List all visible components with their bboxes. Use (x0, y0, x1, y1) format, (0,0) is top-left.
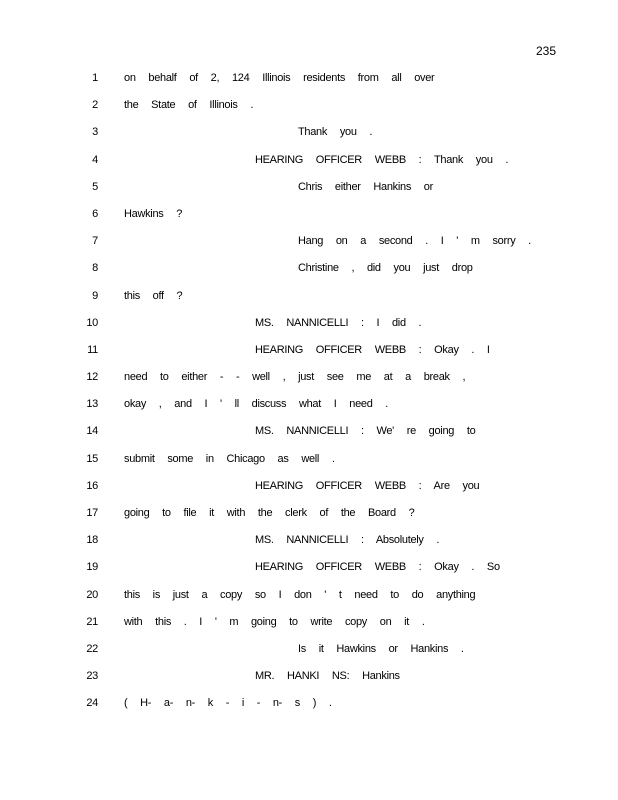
line-number: 23 (86, 670, 98, 683)
line-number: 1 (92, 72, 98, 84)
transcript-line (0, 260, 618, 287)
line-text: Chris either Hankins or (298, 180, 433, 193)
line-number: 2 (92, 99, 98, 112)
line-text: MS. NANNICELLI : Absolutely . (255, 534, 440, 547)
transcript-line (0, 179, 618, 206)
line-number: 4 (92, 153, 98, 166)
line-text: going to file it with the clerk of the Board ? (124, 507, 415, 519)
transcript-line (0, 695, 618, 722)
line-text: HEARING OFFICER WEBB : Okay . So (255, 561, 500, 574)
line-number: 24 (86, 697, 98, 710)
line-number: 5 (92, 180, 98, 193)
line-number: 19 (86, 561, 98, 574)
line-text: HEARING OFFICER WEBB : Are you (255, 479, 480, 492)
line-number: 14 (86, 425, 98, 438)
line-text: Is it Hawkins or Hankins . (298, 642, 464, 655)
line-number: 15 (86, 452, 98, 465)
line-text: this is just a copy so I don ' t need to do anything (124, 588, 476, 601)
transcript-line (0, 342, 618, 369)
transcript-line (0, 668, 618, 695)
transcript-line (0, 478, 618, 505)
line-text: ( H- a- n- k - i - n- s ) . (124, 697, 332, 710)
line-number: 17 (86, 507, 98, 519)
transcript-line (0, 97, 618, 124)
line-number: 21 (86, 615, 98, 628)
transcript-line (0, 152, 618, 179)
transcript-line (0, 641, 618, 668)
line-number: 12 (86, 371, 98, 384)
transcript-line (0, 587, 618, 614)
line-number: 16 (86, 479, 98, 492)
transcript-line (0, 396, 618, 423)
transcript-line (0, 233, 618, 260)
transcript-line (0, 559, 618, 586)
transcript-line (0, 206, 618, 233)
line-text: the State of Illinois . (124, 99, 254, 112)
line-text: MR. HANKI NS: Hankins (255, 670, 400, 683)
line-text: submit some in Chicago as well . (124, 452, 335, 465)
line-text: okay , and I ' ll discuss what I need . (124, 398, 389, 411)
transcript-line (0, 505, 618, 532)
transcript-line (0, 315, 618, 342)
line-number: 13 (86, 398, 98, 411)
line-text: Hawkins ? (124, 207, 183, 220)
transcript-body (0, 70, 618, 723)
line-text: on behalf of 2, 124 Illinois residents from all over (124, 72, 435, 84)
line-text: MS. NANNICELLI : We' re going to (255, 425, 476, 438)
transcript-line (0, 532, 618, 559)
line-text: with this . I ' m going to write copy on it . (124, 615, 425, 628)
line-number: 10 (86, 316, 98, 329)
line-text: HEARING OFFICER WEBB : Thank you . (255, 153, 509, 166)
line-number: 11 (87, 343, 98, 356)
transcript-line (0, 451, 618, 478)
transcript-line (0, 423, 618, 450)
transcript-line (0, 124, 618, 151)
line-number: 6 (92, 207, 98, 220)
page-number: 235 (535, 44, 556, 58)
line-text: HEARING OFFICER WEBB : Okay . I (255, 343, 490, 356)
line-number: 3 (92, 126, 98, 139)
line-number: 22 (86, 642, 98, 655)
line-text: this off ? (124, 289, 183, 302)
line-number: 18 (86, 534, 98, 547)
transcript-line (0, 369, 618, 396)
transcript-line (0, 70, 618, 97)
line-text: MS. NANNICELLI : I did . (255, 316, 422, 329)
line-number: 8 (92, 262, 98, 275)
transcript-line (0, 614, 618, 641)
line-text: need to either - - well , just see me at a break , (124, 371, 466, 384)
transcript-line (0, 288, 618, 315)
line-text: Thank you . (298, 126, 373, 139)
line-number: 7 (92, 235, 98, 248)
line-text: Hang on a second . I ' m sorry . (298, 235, 531, 248)
line-number: 9 (92, 289, 98, 302)
line-number: 20 (86, 588, 98, 601)
line-text: Christine , did you just drop (298, 262, 473, 275)
